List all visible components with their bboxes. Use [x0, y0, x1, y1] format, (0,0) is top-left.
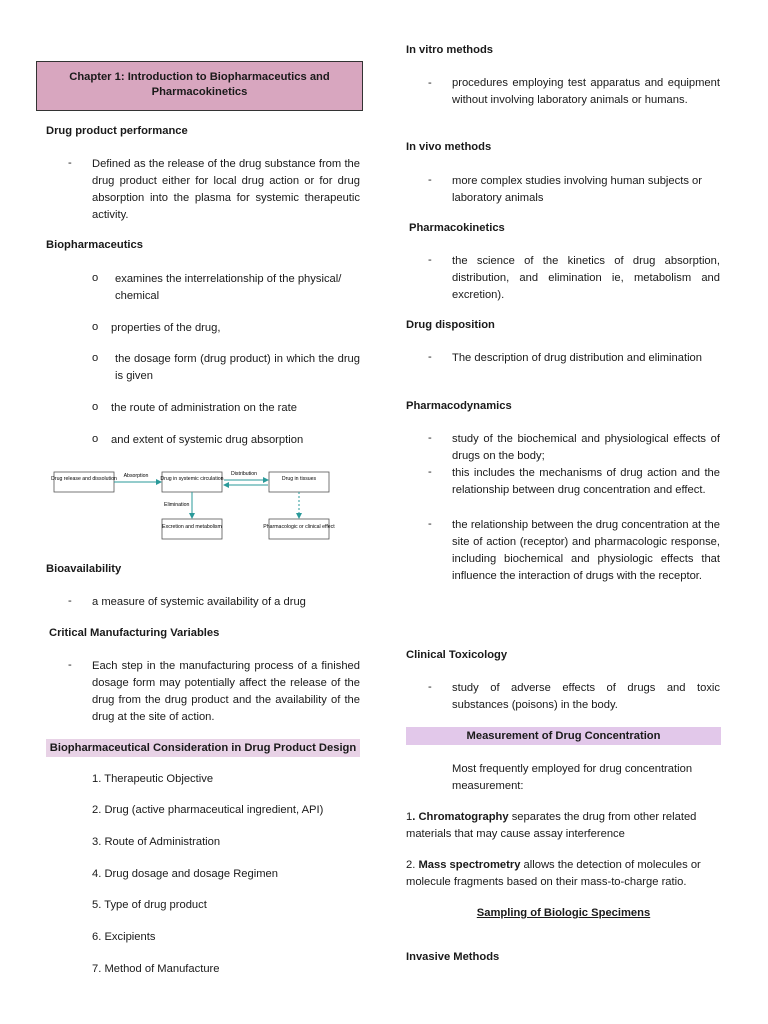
pharmacodynamics-text-1: study of the biochemical and physiological effects of drugs on the body;	[452, 433, 720, 462]
heading-pharmacodynamics: Pharmacodynamics	[406, 400, 512, 412]
circle-bullet: o	[92, 352, 99, 364]
heading-invasive-methods: Invasive Methods	[406, 951, 500, 963]
measurement-intro: Most frequently employed for drug concentration measurement:	[452, 763, 693, 792]
design-section-heading: Biopharmaceutical Consideration in Drug Product Design	[46, 739, 360, 757]
measurement-item-chromatography: 1. Chromatography separates the drug from other related materials that may cause assay interference	[406, 811, 697, 840]
circle-bullet: o	[92, 272, 99, 284]
pharmacokinetics-text: the science of the kinetics of drug absorption, distribution, and elimination ie, metabolism and excretion).	[452, 255, 720, 301]
critical-manufacturing-text: Each step in the manufacturing process of a finished dosage form may potentially affect the release of the drug from the drug product and the availability of the drug at the site of action.	[92, 660, 360, 723]
design-item-1: 1. Therapeutic Objective	[92, 773, 214, 785]
biopharm-item-2: properties of the drug,	[111, 322, 221, 334]
heading-in-vitro: In vitro methods	[406, 44, 494, 56]
biopharm-item-1: examines the interrelationship of the physical/ chemical	[115, 273, 342, 302]
in-vitro-text: procedures employing test apparatus and equipment without involving laboratory animals or humans.	[452, 77, 720, 106]
dash-bullet: -	[68, 595, 72, 607]
label-elimination: Elimination	[164, 502, 190, 508]
box-tissues	[269, 472, 329, 492]
biopharm-item-4: the route of administration on the rate	[111, 402, 297, 414]
heading-critical-manufacturing: Critical Manufacturing Variables	[49, 627, 220, 639]
design-item-2: 2. Drug (active pharmaceutical ingredient, API)	[92, 804, 324, 816]
pharmacodynamics-text-3: the relationship between the drug concentration at the site of action (receptor) and pharmacologic response, including biochemical and physiologic effects that influence the interaction of drugs with the receptor.	[452, 519, 720, 582]
dash-bullet: -	[428, 432, 432, 444]
measurement-item-mass-spectrometry: 2. Mass spectrometry allows the detection of molecules or molecule fragments based on their mass-to-charge ratio.	[406, 859, 701, 888]
design-item-6: 6. Excipients	[92, 931, 156, 943]
dash-bullet: -	[428, 681, 432, 693]
heading-drug-disposition: Drug disposition	[406, 319, 495, 331]
clinical-toxicology-text: study of adverse effects of drugs and toxic substances (poisons) in the body.	[452, 682, 720, 711]
absorption-diagram	[50, 464, 360, 544]
box-pharmacologic-effect-label: Pharmacologic or clinical effect	[263, 524, 335, 530]
dash-bullet: -	[428, 351, 432, 363]
dash-bullet: -	[68, 157, 72, 169]
dash-bullet: -	[428, 174, 432, 186]
measurement-section-heading: Measurement of Drug Concentration	[406, 727, 721, 745]
pharmacodynamics-text-2: this includes the mechanisms of drug action and the relationship between drug concentration and effect.	[452, 467, 720, 496]
dash-bullet: -	[428, 254, 432, 266]
heading-sampling: Sampling of Biologic Specimens	[476, 907, 651, 919]
heading-bioavailability: Bioavailability	[46, 563, 122, 575]
design-item-4: 4. Drug dosage and dosage Regimen	[92, 868, 278, 880]
chapter-title: Chapter 1: Introduction to Biopharmaceutics and Pharmacokinetics	[36, 61, 363, 111]
box-systemic-circulation	[162, 472, 222, 492]
heading-in-vivo: In vivo methods	[406, 141, 492, 153]
biopharm-item-5: and extent of systemic drug absorption	[111, 434, 304, 446]
design-item-7: 7. Method of Manufacture	[92, 963, 220, 975]
drug-product-performance-text: Defined as the release of the drug substance from the drug product either for local drug action or for drug absorption into the plasma for systemic therapeutic activity.	[92, 158, 360, 221]
dash-bullet: -	[68, 659, 72, 671]
box-drug-release	[54, 472, 114, 492]
drug-disposition-text: The description of drug distribution and elimination	[452, 352, 702, 364]
circle-bullet: o	[92, 433, 99, 445]
circle-bullet: o	[92, 321, 99, 333]
heading-clinical-toxicology: Clinical Toxicology	[406, 649, 508, 661]
box-systemic-circulation-label: Drug in systemic circulation	[160, 476, 224, 482]
dash-bullet: -	[428, 466, 432, 478]
heading-drug-product-performance: Drug product performance	[46, 125, 188, 137]
design-item-3: 3. Route of Administration	[92, 836, 221, 848]
heading-biopharmaceutics: Biopharmaceutics	[46, 239, 143, 251]
label-absorption: Absorption	[123, 473, 149, 479]
in-vivo-text: more complex studies involving human subjects or laboratory animals	[452, 175, 702, 204]
circle-bullet: o	[92, 401, 99, 413]
box-drug-release-label: Drug release and dissolution	[51, 476, 117, 482]
heading-pharmacokinetics: Pharmacokinetics	[409, 222, 505, 234]
box-tissues-label: Drug in tissues	[281, 476, 317, 482]
biopharm-item-3: the dosage form (drug product) in which the drug is given	[115, 353, 360, 382]
box-excretion-label: Excretion and metabolism	[162, 524, 222, 530]
dash-bullet: -	[428, 518, 432, 530]
bioavailability-text: a measure of systemic availability of a drug	[92, 596, 306, 608]
design-item-5: 5. Type of drug product	[92, 899, 207, 911]
label-distribution: Distribution	[231, 471, 257, 477]
dash-bullet: -	[428, 77, 432, 89]
